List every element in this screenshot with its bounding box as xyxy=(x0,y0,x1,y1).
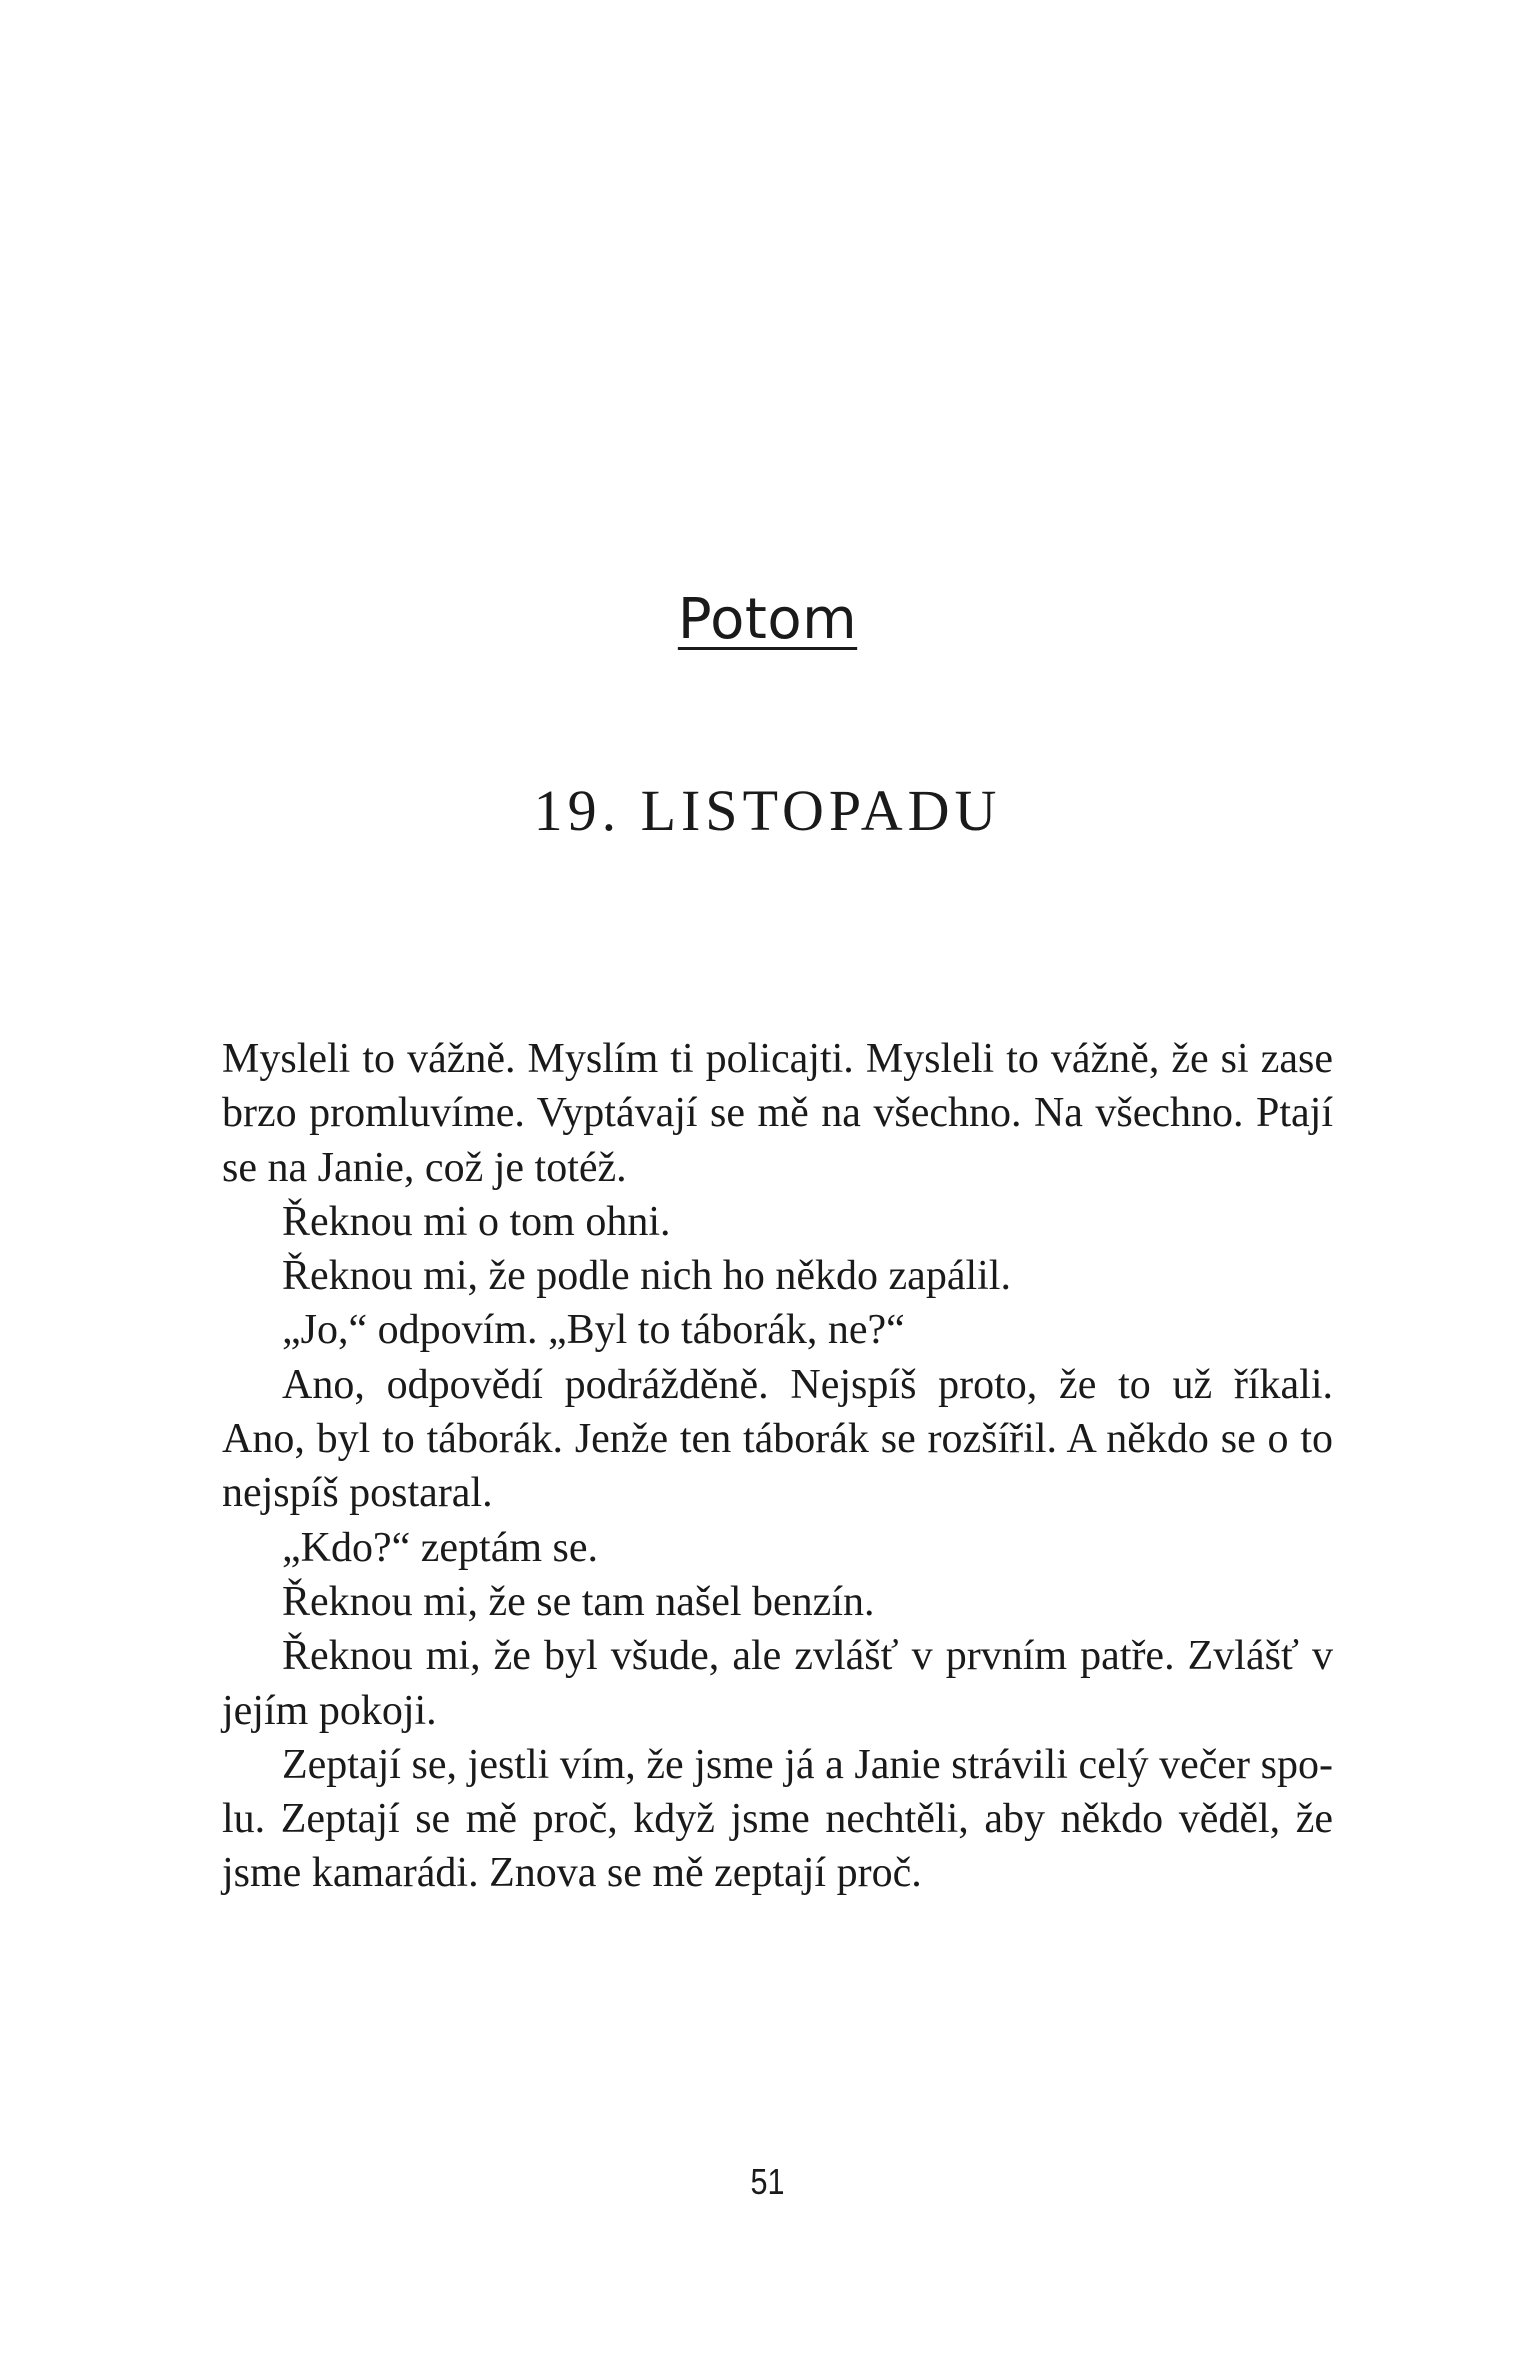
page-number: 51 xyxy=(750,2161,785,2202)
body-text xyxy=(222,1032,1333,1901)
paragraph: Ano, odpovědí podrážděně. Nejspíš proto, že to už říkali. Ano, byl to táborák. Jenže ten táborák se rozšířil. A někdo se o to nejspíš postaral. xyxy=(222,1361,1333,1517)
paragraph: Řeknou mi, že se tam našel benzín. xyxy=(282,1578,875,1625)
paragraph: „Jo,“ odpovím. „Byl to táborák, ne?“ xyxy=(282,1307,905,1354)
section-label-text: Potom xyxy=(677,587,858,652)
paragraph: Řeknou mi, že byl všude, ale zvlášť v prvním patře. Zvlášť v jejím pokoji. xyxy=(222,1633,1333,1734)
section-label xyxy=(0,585,1535,655)
paragraph: Řeknou mi o tom ohni. xyxy=(282,1198,671,1245)
chapter-title: 19. LISTOPADU xyxy=(533,778,1002,843)
paragraph: Řeknou mi, že podle nich ho někdo zapálil. xyxy=(282,1253,1011,1300)
paragraph: „Kdo?“ zeptám se. xyxy=(282,1524,599,1571)
paragraph: Zeptají se, jestli vím, že jsme já a Janie strávili celý večer spolu. Zeptají se mě proč, když jsme nechtěli, aby někdo věděl, že jsme kamarádi. Znova se mě zeptají proč. xyxy=(222,1741,1333,1897)
paragraph: Mysleli to vážně. Myslím ti policajti. Mysleli to vážně, že si zase brzo promluvíme. Vyptávají se mě na všechno. Na všechno. Ptají se na Janie, což je totéž. xyxy=(222,1036,1333,1191)
